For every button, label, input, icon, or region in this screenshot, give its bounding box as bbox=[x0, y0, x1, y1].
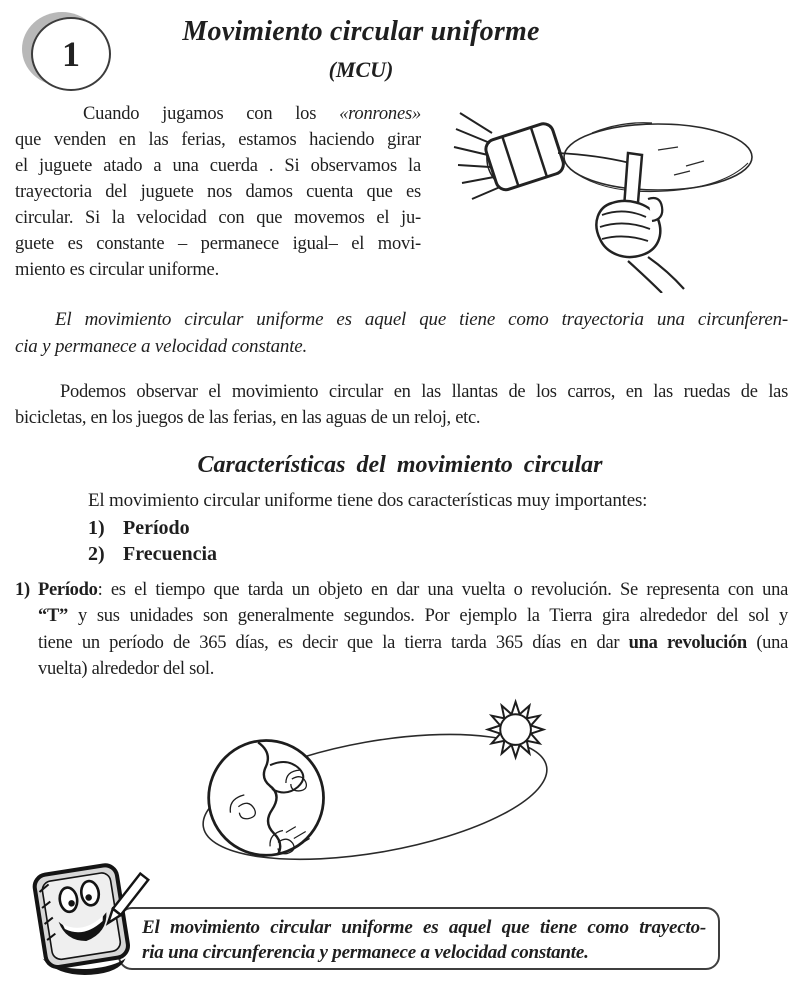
text-line: el juguete atado a una cuerda . Si observamos la bbox=[15, 156, 421, 176]
summary-note-box bbox=[118, 907, 720, 970]
orbit-svg bbox=[185, 686, 565, 884]
toy-body bbox=[480, 121, 565, 193]
line-text: y sus unidades son generalmente segundos. Por ejemplo la Tierra gira alrededor del sol y bbox=[67, 606, 788, 627]
page-title: Movimiento circular uniforme bbox=[182, 16, 540, 47]
earth-sun-orbit-illustration bbox=[185, 686, 565, 884]
line-text: tiene un período de 365 días, es decir que la tierra tarda 365 días en dar bbox=[38, 632, 629, 653]
item-number: 1) bbox=[88, 517, 105, 539]
string bbox=[558, 153, 630, 163]
text-line bbox=[38, 630, 788, 656]
text-line: bicicletas, en los juegos de las ferias, en las aguas de un reloj, etc. bbox=[15, 408, 481, 428]
notepad-mascot-illustration bbox=[14, 861, 156, 978]
section-heading: Características del movimiento circular bbox=[197, 452, 603, 478]
spinning-toy-illustration bbox=[452, 103, 767, 293]
characteristics-intro: El movimiento circular uniforme tiene dos características muy importantes: bbox=[88, 490, 648, 511]
text-line: guete es constante – permanece igual– el movi- bbox=[15, 234, 421, 254]
bold-term-revolucion: una revolución bbox=[628, 632, 747, 653]
line-text: (una bbox=[746, 632, 788, 653]
page-subtitle: (MCU) bbox=[328, 57, 394, 82]
text-line: El movimiento circular uniforme es aquel que tiene como trayectoria una circunferen- bbox=[55, 309, 788, 330]
wrist-lines bbox=[628, 257, 684, 293]
period-marker: 1) bbox=[15, 580, 30, 600]
characteristics-list bbox=[88, 516, 217, 567]
spinning-toy-svg bbox=[452, 103, 767, 293]
earth-drawing bbox=[209, 740, 324, 855]
mascot-svg bbox=[14, 861, 156, 978]
text-line: trayectoria del juguete nos damos cuenta que es bbox=[15, 182, 421, 202]
line-text: vuelta) alrededor del sol. bbox=[38, 658, 215, 679]
period-paragraph bbox=[15, 577, 788, 682]
list-item bbox=[88, 542, 217, 568]
chapter-number: 1 bbox=[62, 34, 80, 74]
definition-paragraph bbox=[15, 306, 788, 360]
text-line: circular. Si la velocidad con que movemos el ju- bbox=[15, 208, 421, 228]
observe-paragraph bbox=[15, 379, 788, 431]
line-text: : es el tiempo que tarda un objeto en dar una vuelta o revolución. Se representa con una bbox=[97, 580, 788, 600]
trajectory-sketch-stroke bbox=[570, 163, 748, 192]
trajectory-ellipse bbox=[564, 124, 752, 190]
intro-line1-text: Cuando jugamos con los bbox=[83, 104, 340, 124]
text-line bbox=[38, 656, 788, 682]
intro-paragraph bbox=[15, 101, 421, 283]
text-line bbox=[38, 603, 788, 629]
sun-drawing bbox=[488, 702, 543, 757]
bold-term-t: “T” bbox=[38, 606, 68, 627]
item-label: Período bbox=[123, 517, 190, 539]
bold-term-periodo: Período bbox=[38, 580, 98, 600]
ronrones-emphasis: «ronrones» bbox=[339, 104, 421, 124]
list-item bbox=[88, 516, 217, 542]
text-line: cia y permanece a velocidad constante. bbox=[15, 336, 308, 357]
item-label: Frecuencia bbox=[123, 542, 218, 565]
text-line: que venden en las ferias, estamos haciendo girar bbox=[15, 130, 421, 150]
motion-dashes bbox=[592, 123, 704, 175]
note-line: El movimiento circular uniforme es aquel que tiene como trayecto- bbox=[142, 917, 706, 938]
page-header bbox=[55, 16, 667, 83]
text-line: Podemos observar el movimiento circular en las llantas de los carros, en las ruedas de las bbox=[60, 382, 788, 402]
text-line bbox=[38, 577, 788, 603]
item-number: 2) bbox=[88, 542, 105, 565]
text-line: miento es circular uniforme. bbox=[15, 260, 219, 280]
note-line: ria una circunferencia y permanece a velocidad constante. bbox=[142, 942, 589, 963]
text-line bbox=[15, 101, 421, 127]
